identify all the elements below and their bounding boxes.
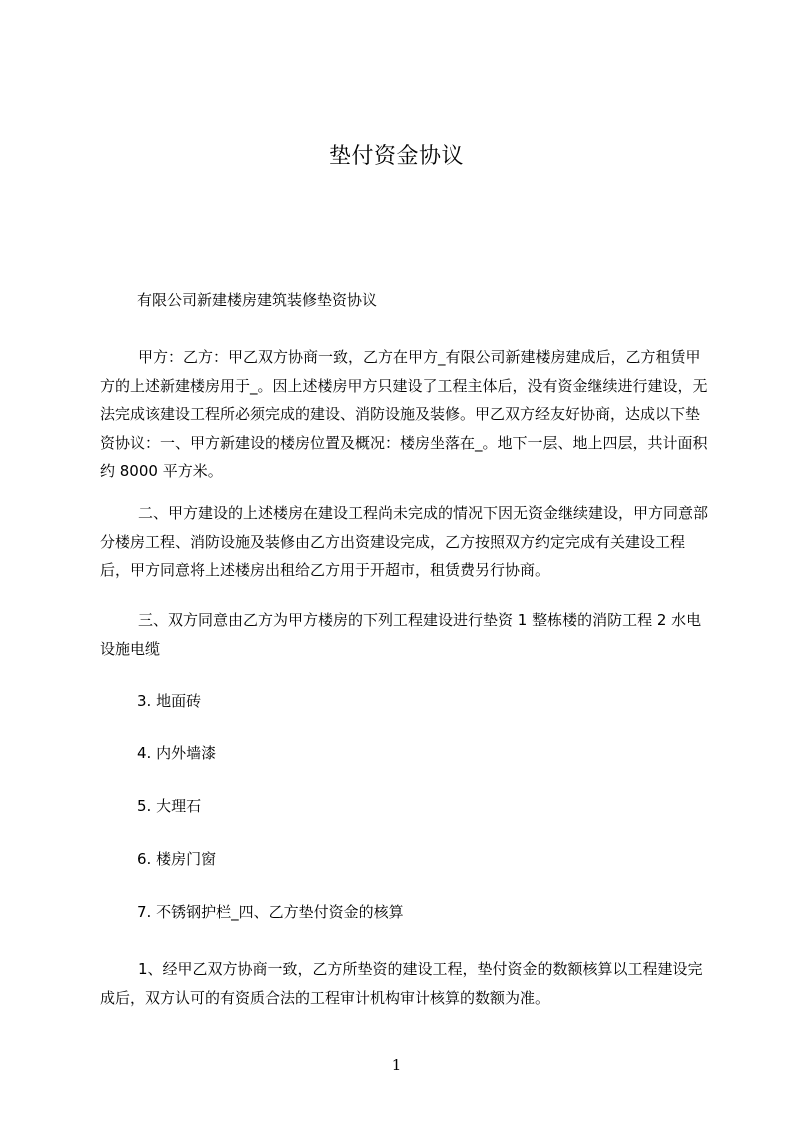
paragraph-clause-three: 三、双方同意由乙方为甲方楼房的下列工程建设进行垫资 1 整栋楼的消防工程 2 水电设施电缆	[100, 611, 702, 658]
paragraph-clause-two: 二、甲方建设的上述楼房在建设工程尚未完成的情况下因无资金继续建设，甲方同意部分楼房工程、消防设施及装修由乙方出资建设完成，乙方按照双方约定完成有关建设工程后，甲方同意将上述楼房出租给乙方用于开超市，租赁费另行协商。	[100, 504, 709, 579]
document-title: 垫付资金协议	[328, 144, 464, 169]
list-item-steel-railing: 7. 不锈钢护栏_四、乙方垫付资金的核算	[137, 903, 404, 921]
document-subtitle: 有限公司新建楼房建筑装修垫资协议	[137, 291, 378, 309]
paragraph-funding-calculation: 1、经甲乙双方协商一致，乙方所垫资的建设工程，垫付资金的数额核算以工程建设完成后，双方认可的有资质合法的工程审计机构审计核算的数额为准。	[100, 960, 703, 1007]
list-item-wall-paint: 4. 内外墙漆	[137, 744, 217, 762]
list-item-floor-tiles: 3. 地面砖	[137, 692, 202, 710]
list-item-marble: 5. 大理石	[137, 797, 202, 815]
list-item-doors-windows: 6. 楼房门窗	[137, 850, 217, 868]
paragraph-parties-and-overview: 甲方：乙方：甲乙双方协商一致，乙方在甲方_有限公司新建楼房建成后，乙方租赁甲方的上述新建楼房用于_。因上述楼房甲方只建设了工程主体后，没有资金继续进行建设，无法完成该建设工程所必须完成的建设、消防设施及装修。甲乙双方经友好协商，达成以下垫资协议：一、甲方新建设的楼房位置及概况：楼房坐落在_。地下一层、地上四层，共计面积约 8000 平方米。	[100, 348, 708, 480]
page-number: 1	[391, 1056, 402, 1074]
